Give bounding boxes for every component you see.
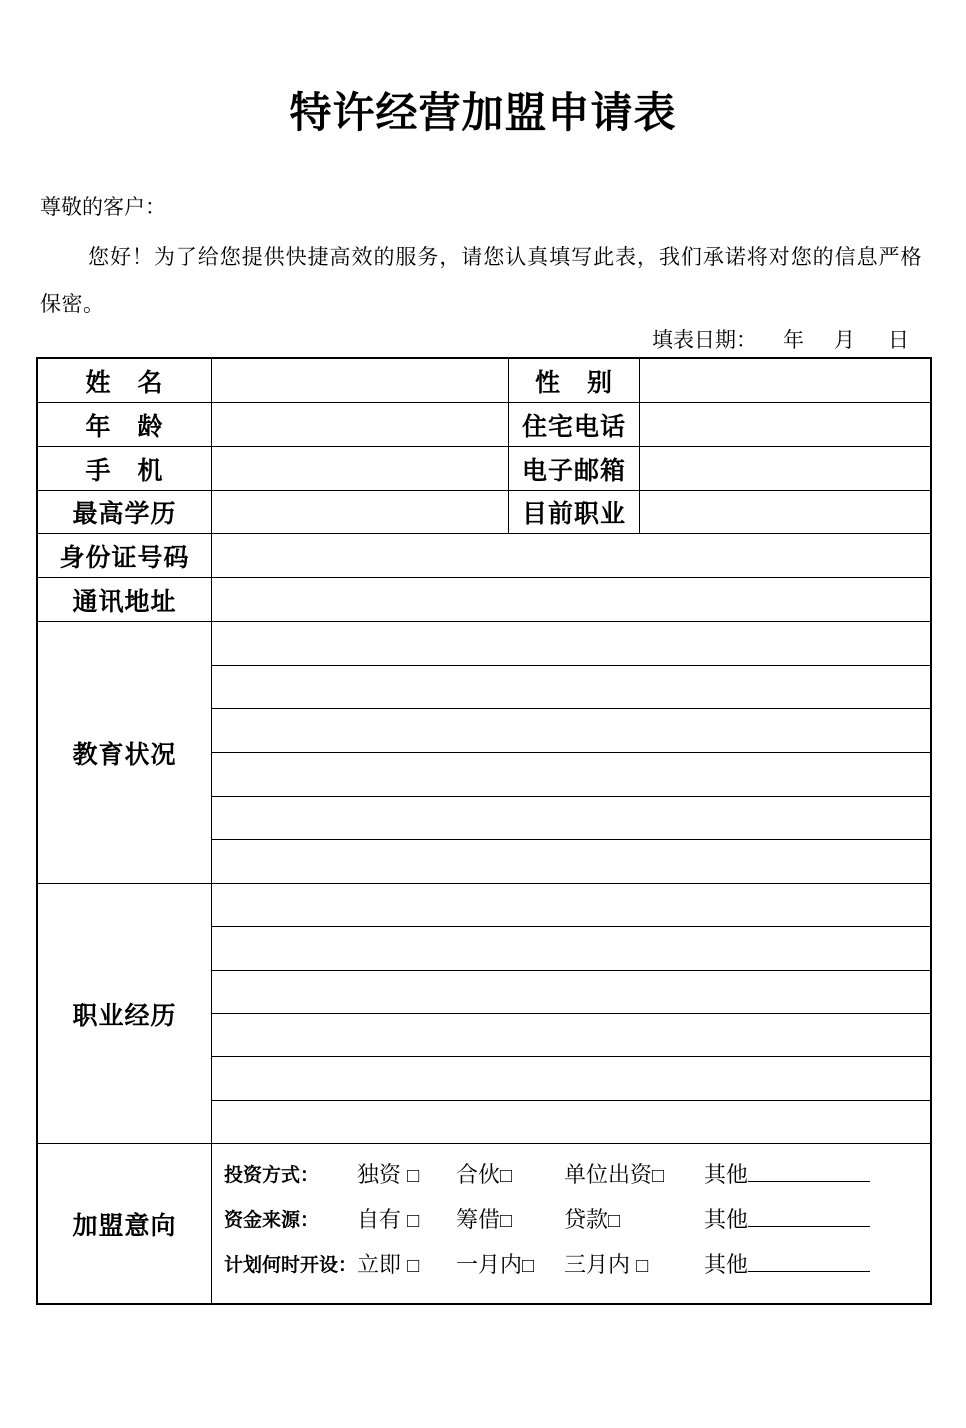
invest-option-other: 其他 <box>704 1158 870 1189</box>
education-line-5[interactable] <box>212 797 930 841</box>
current-occupation-input-cell[interactable] <box>640 491 930 534</box>
career-line-3[interactable] <box>212 971 930 1014</box>
highest-education-label: 最高学历 <box>38 491 212 534</box>
date-month-label: 月 <box>834 329 855 352</box>
other-fill-line[interactable] <box>748 1166 870 1182</box>
career-line-4[interactable] <box>212 1014 930 1057</box>
career-line-2[interactable] <box>212 927 930 970</box>
career-lines <box>212 884 930 1144</box>
checkbox-icon[interactable]: □ <box>407 1165 420 1187</box>
name-input-cell[interactable] <box>212 359 509 403</box>
intro-paragraph: 您好！为了给您提供快捷高效的服务，请您认真填写此表，我们承诺将对您的信息严格保密。 <box>40 246 922 316</box>
funding-option-loan: 贷款□ <box>564 1207 621 1232</box>
franchise-intent-label: 加盟意向 <box>38 1144 212 1303</box>
career-line-6[interactable] <box>212 1101 930 1143</box>
checkbox-icon[interactable]: □ <box>522 1255 535 1277</box>
education-lines <box>212 622 930 884</box>
date-day-label: 日 <box>888 329 909 352</box>
investment-type-label: 投资方式： <box>224 1165 320 1186</box>
highest-education-input-cell[interactable] <box>212 491 509 534</box>
franchise-intent-cell <box>212 1144 930 1303</box>
opening-time-label: 计划何时开设： <box>224 1255 358 1276</box>
opening-option-one-month: 一月内□ <box>456 1252 535 1277</box>
education-line-2[interactable] <box>212 666 930 710</box>
other-fill-line[interactable] <box>748 1211 870 1227</box>
funding-option-borrowed: 筹借□ <box>456 1207 513 1232</box>
home-phone-input-cell[interactable] <box>640 403 930 447</box>
address-label: 通讯地址 <box>38 578 212 622</box>
email-input-cell[interactable] <box>640 447 930 491</box>
mobile-input-cell[interactable] <box>212 447 509 491</box>
education-status-label: 教育状况 <box>38 622 212 884</box>
checkbox-icon[interactable]: □ <box>608 1210 621 1232</box>
gender-label: 性 别 <box>509 359 640 403</box>
checkbox-icon[interactable]: □ <box>407 1255 420 1277</box>
mobile-label: 手 机 <box>38 447 212 491</box>
page-title: 特许经营加盟申请表 <box>289 91 677 137</box>
application-form-table <box>36 357 932 1305</box>
education-line-1[interactable] <box>212 622 930 666</box>
email-label: 电子邮箱 <box>509 447 640 491</box>
funding-source-row <box>212 1201 930 1233</box>
invest-option-sole: 独资 □ <box>357 1162 420 1187</box>
opening-option-three-months: 三月内 □ <box>564 1252 649 1277</box>
id-number-label: 身份证号码 <box>38 534 212 578</box>
funding-option-other: 其他 <box>704 1203 870 1234</box>
age-label: 年 龄 <box>38 403 212 447</box>
invest-option-corporate: 单位出资□ <box>564 1162 665 1187</box>
career-line-5[interactable] <box>212 1057 930 1100</box>
checkbox-icon[interactable]: □ <box>407 1210 420 1232</box>
age-input-cell[interactable] <box>212 403 509 447</box>
career-line-1[interactable] <box>212 884 930 927</box>
fill-date-line <box>0 324 966 350</box>
opening-time-row <box>212 1246 930 1278</box>
opening-option-immediately: 立即 □ <box>357 1252 420 1277</box>
fill-date-label: 填表日期： <box>652 329 757 352</box>
education-line-3[interactable] <box>212 709 930 753</box>
education-line-6[interactable] <box>212 840 930 883</box>
career-history-label: 职业经历 <box>38 884 212 1144</box>
opening-option-other: 其他 <box>704 1248 870 1279</box>
investment-type-row <box>212 1156 930 1188</box>
funding-option-self: 自有 □ <box>357 1207 420 1232</box>
name-label: 姓 名 <box>38 359 212 403</box>
education-line-4[interactable] <box>212 753 930 797</box>
invest-option-partnership: 合伙□ <box>456 1162 513 1187</box>
other-fill-line[interactable] <box>748 1256 870 1272</box>
greeting-text: 尊敬的客户： <box>40 196 166 219</box>
home-phone-label: 住宅电话 <box>509 403 640 447</box>
gender-input-cell[interactable] <box>640 359 930 403</box>
current-occupation-label: 目前职业 <box>509 491 640 534</box>
address-input-cell[interactable] <box>212 578 930 622</box>
id-number-input-cell[interactable] <box>212 534 930 578</box>
funding-source-label: 资金来源： <box>224 1210 320 1231</box>
checkbox-icon[interactable]: □ <box>500 1165 513 1187</box>
checkbox-icon[interactable]: □ <box>652 1165 665 1187</box>
date-year-label: 年 <box>783 329 804 352</box>
checkbox-icon[interactable]: □ <box>636 1255 649 1277</box>
checkbox-icon[interactable]: □ <box>500 1210 513 1232</box>
